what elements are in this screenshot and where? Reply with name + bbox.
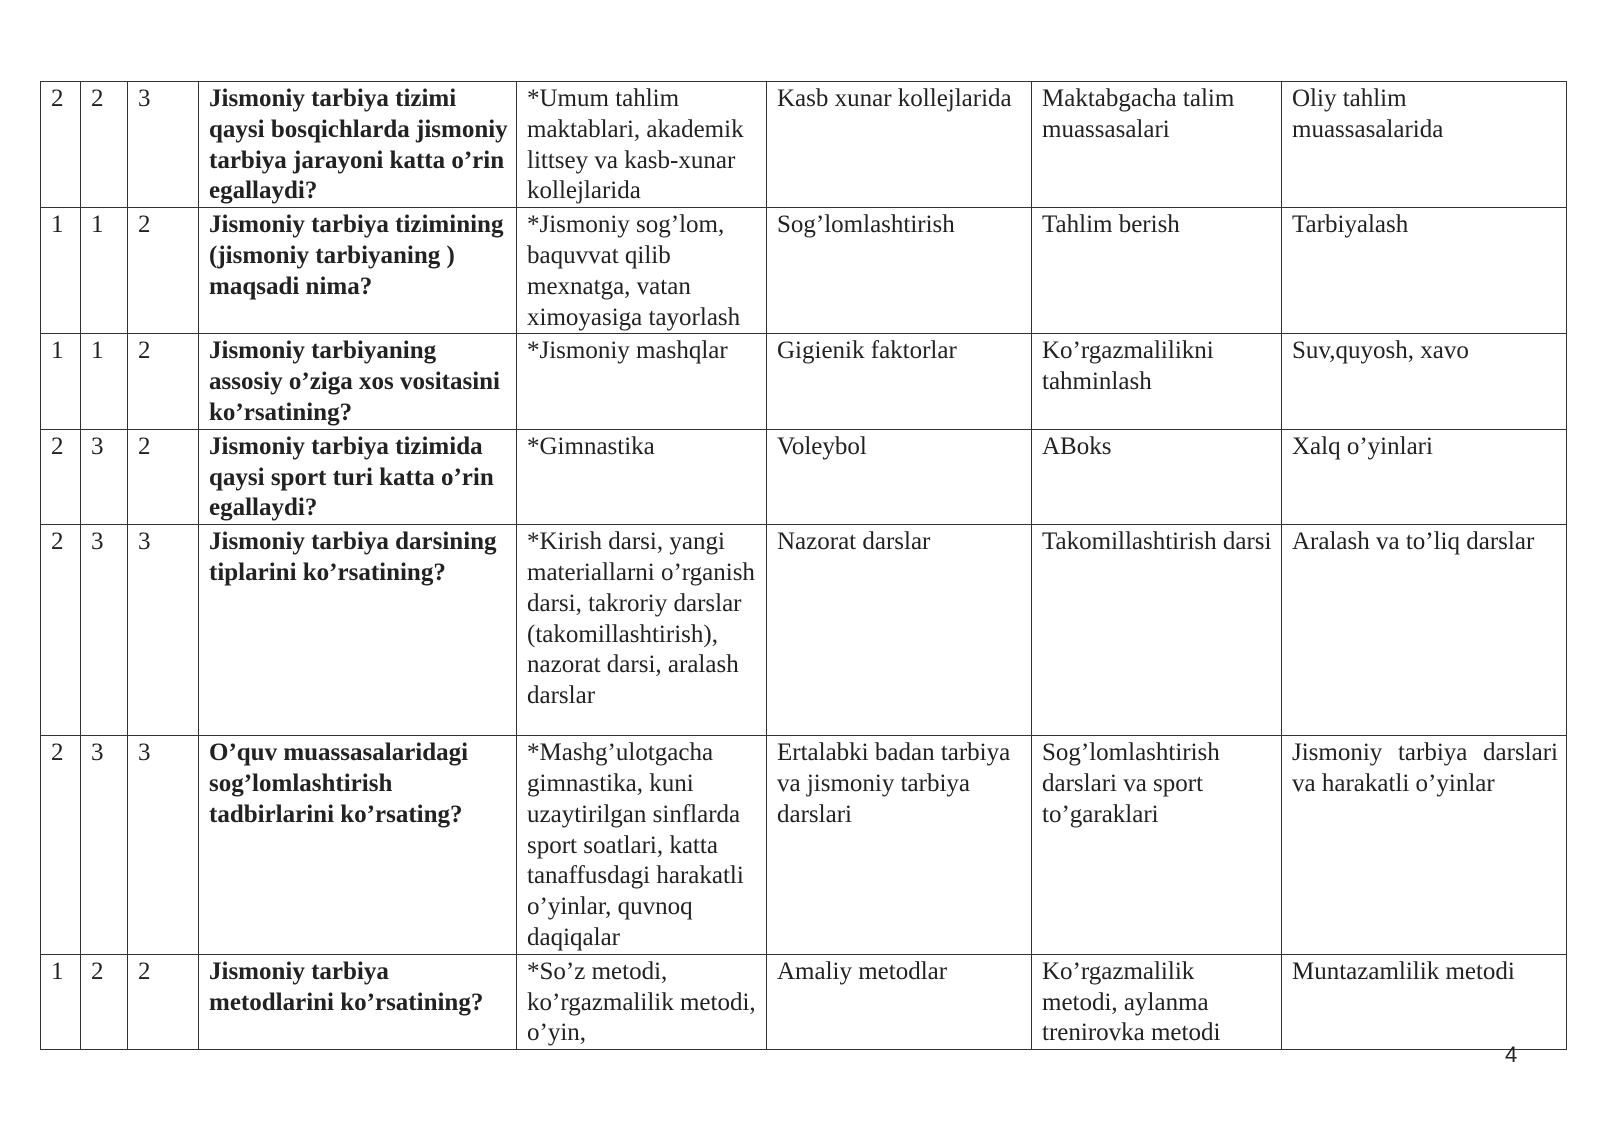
points-number: 3 xyxy=(128,736,199,955)
difficulty-number: 2 xyxy=(81,82,128,208)
answer-option-b: Gigienik faktorlar xyxy=(767,334,1032,429)
question-text: Jismoniy tarbiya metodlarini ko’rsatining? xyxy=(199,954,517,1049)
points-number: 2 xyxy=(128,334,199,429)
answer-option-c: Ko’rgazmalilik metodi, aylanma trenirovka metodi xyxy=(1032,954,1282,1049)
level-number: 1 xyxy=(41,208,81,334)
answer-option-c: Ko’rgazmalilikni tahminlash xyxy=(1032,334,1282,429)
question-text: Jismoniy tarbiya tizimida qaysi sport turi katta o’rin egallaydi? xyxy=(199,429,517,524)
answer-option-d: Jismoniy tarbiya darslari va harakatli o’yinlar xyxy=(1282,736,1567,955)
answer-option-b: Voleybol xyxy=(767,429,1032,524)
answer-option-d: Muntazamlilik metodi xyxy=(1282,954,1567,1049)
answer-option-c: Takomillashtirish darsi xyxy=(1032,525,1282,736)
answer-option-c: Sog’lomlashtirish darslari va sport to’garaklari xyxy=(1032,736,1282,955)
table-row xyxy=(41,954,1567,1049)
question-text: Jismoniy tarbiya darsining tiplarini ko’rsatining? xyxy=(199,525,517,736)
table-row xyxy=(41,429,1567,524)
quiz-table xyxy=(40,81,1567,1050)
points-number: 2 xyxy=(128,954,199,1049)
points-number: 2 xyxy=(128,429,199,524)
answer-option-c: Tahlim berish xyxy=(1032,208,1282,334)
question-text: Jismoniy tarbiya tizimi qaysi bosqichlarda jismoniy tarbiya jarayoni katta o’rin egallaydi? xyxy=(199,82,517,208)
answer-option-c: Maktabgacha talim muassasalari xyxy=(1032,82,1282,208)
answer-option-b: Sog’lomlashtirish xyxy=(767,208,1032,334)
difficulty-number: 1 xyxy=(81,208,128,334)
question-text: O’quv muassasalaridagi sog’lomlashtirish tadbirlarini ko’rsating? xyxy=(199,736,517,955)
level-number: 2 xyxy=(41,736,81,955)
answer-option-b: Nazorat darslar xyxy=(767,525,1032,736)
answer-option-d: Aralash va to’liq darslar xyxy=(1282,525,1567,736)
answer-option-d: Oliy tahlim muassasalarida xyxy=(1282,82,1567,208)
question-text: Jismoniy tarbiya tizimining (jismoniy tarbiyaning ) maqsadi nima? xyxy=(199,208,517,334)
page-number: 4 xyxy=(1505,1042,1518,1067)
difficulty-number: 3 xyxy=(81,429,128,524)
answer-option-b: Ertalabki badan tarbiya va jismoniy tarbiya darslari xyxy=(767,736,1032,955)
difficulty-number: 2 xyxy=(81,954,128,1049)
table-row xyxy=(41,208,1567,334)
points-number: 3 xyxy=(128,525,199,736)
correct-answer: *Mashg’ulotgacha gimnastika, kuni uzaytirilgan sinflarda sport soatlari, katta tanaffusdagi harakatli o’yinlar, quvnoq daqiqalar xyxy=(517,736,767,955)
correct-answer: *Kirish darsi, yangi materiallarni o’rganish darsi, takroriy darslar (takomillashtirish), nazorat darsi, aralash darslar xyxy=(517,525,767,736)
difficulty-number: 1 xyxy=(81,334,128,429)
difficulty-number: 3 xyxy=(81,525,128,736)
table-row xyxy=(41,736,1567,955)
answer-option-d: Suv,quyosh, xavo xyxy=(1282,334,1567,429)
level-number: 1 xyxy=(41,954,81,1049)
points-number: 3 xyxy=(128,82,199,208)
correct-answer: *Umum tahlim maktablari, akademik littsey va kasb-xunar kollejlarida xyxy=(517,82,767,208)
question-text: Jismoniy tarbiyaning assosiy o’ziga xos vositasini ko’rsatining? xyxy=(199,334,517,429)
level-number: 2 xyxy=(41,82,81,208)
table-row xyxy=(41,82,1567,208)
table-row xyxy=(41,525,1567,736)
level-number: 2 xyxy=(41,525,81,736)
difficulty-number: 3 xyxy=(81,736,128,955)
level-number: 2 xyxy=(41,429,81,524)
answer-option-b: Amaliy metodlar xyxy=(767,954,1032,1049)
correct-answer: *Jismoniy mashqlar xyxy=(517,334,767,429)
answer-option-b: Kasb xunar kollejlarida xyxy=(767,82,1032,208)
correct-answer: *So’z metodi, ko’rgazmalilik metodi, o’yin, xyxy=(517,954,767,1049)
answer-option-c: ABoks xyxy=(1032,429,1282,524)
correct-answer: *Jismoniy sog’lom, baquvvat qilib mexnatga, vatan ximoyasiga tayorlash xyxy=(517,208,767,334)
answer-option-d: Tarbiyalash xyxy=(1282,208,1567,334)
table-row xyxy=(41,334,1567,429)
level-number: 1 xyxy=(41,334,81,429)
answer-option-d: Xalq o’yinlari xyxy=(1282,429,1567,524)
correct-answer: *Gimnastika xyxy=(517,429,767,524)
points-number: 2 xyxy=(128,208,199,334)
